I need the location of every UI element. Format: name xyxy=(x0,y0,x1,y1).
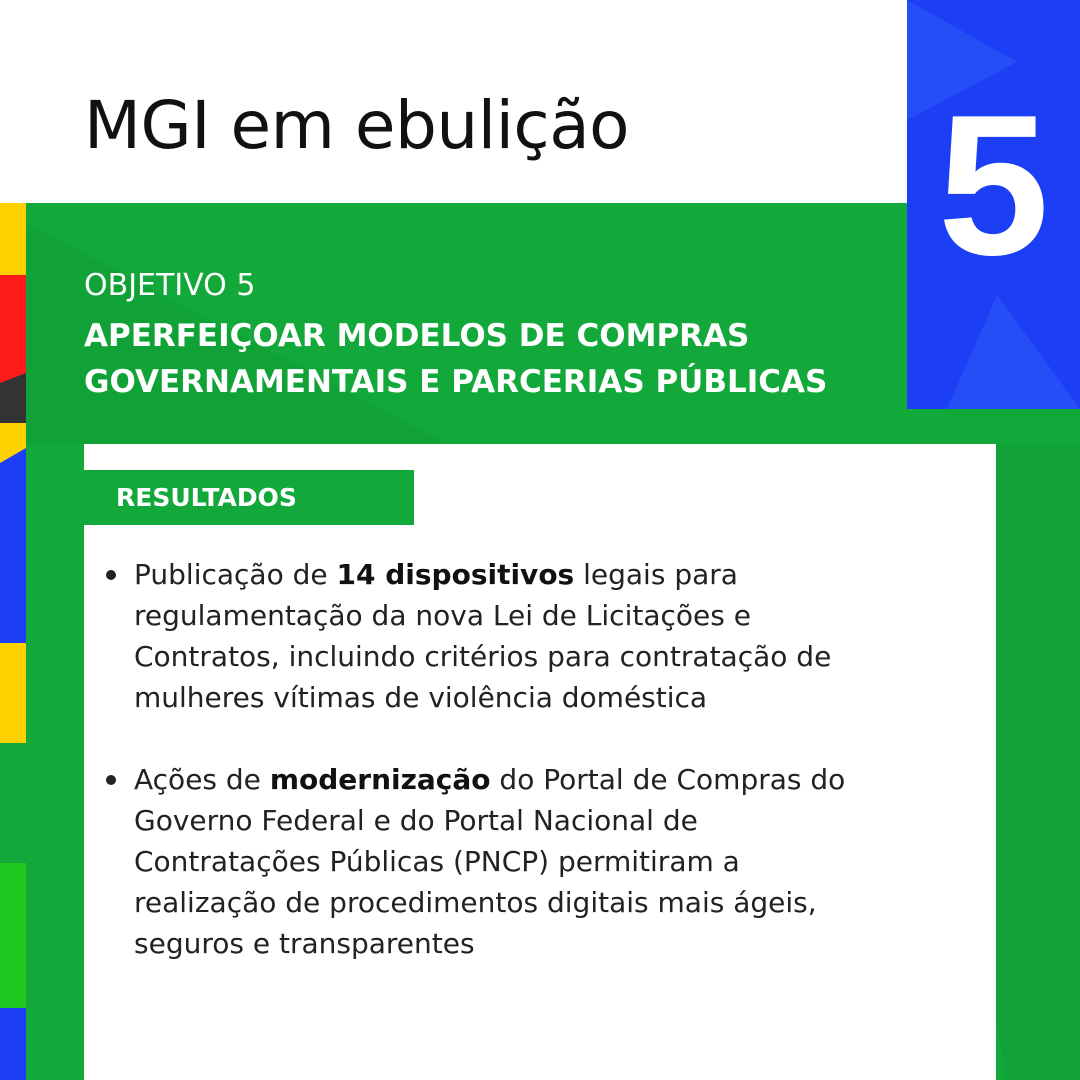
objective-number-box xyxy=(907,0,1080,409)
results-list xyxy=(106,554,966,1005)
list-item xyxy=(106,554,966,718)
item-line: mulheres vítimas de violência doméstica xyxy=(134,681,708,714)
results-tag-label: RESULTADOS xyxy=(116,483,297,512)
item-line: Governo Federal e do Portal Nacional de xyxy=(134,804,698,837)
item-line: Contratações Públicas (PNCP) permitiram a xyxy=(134,845,740,878)
item-line: Contratos, incluindo critérios para contratação de xyxy=(134,640,832,673)
item-line: regulamentação da nova Lei de Licitações e xyxy=(134,599,751,632)
item-line: Ações de modernização do Portal de Compras do xyxy=(134,763,846,796)
objective-heading xyxy=(84,313,904,405)
results-tag xyxy=(84,470,414,525)
item-line: realização de procedimentos digitais mais ágeis, xyxy=(134,886,817,919)
results-card xyxy=(84,444,996,1080)
list-item xyxy=(106,759,966,964)
bullet-icon xyxy=(106,570,116,580)
highlight-text: modernização xyxy=(269,763,491,796)
objective-number: 5 xyxy=(937,74,1050,297)
bullet-icon xyxy=(106,775,116,785)
objective-heading-line: GOVERNAMENTAIS E PARCERIAS PÚBLICAS xyxy=(84,364,828,400)
item-line: Publicação de 14 dispositivos legais para xyxy=(134,558,738,591)
page-title: MGI em ebulição xyxy=(84,87,630,164)
decorative-color-strip xyxy=(0,203,26,1080)
item-line: seguros e transparentes xyxy=(134,927,475,960)
objective-label: OBJETIVO 5 xyxy=(84,268,256,303)
objective-heading-line: APERFEIÇOAR MODELOS DE COMPRAS xyxy=(84,318,750,354)
highlight-text: 14 dispositivos xyxy=(336,558,575,591)
